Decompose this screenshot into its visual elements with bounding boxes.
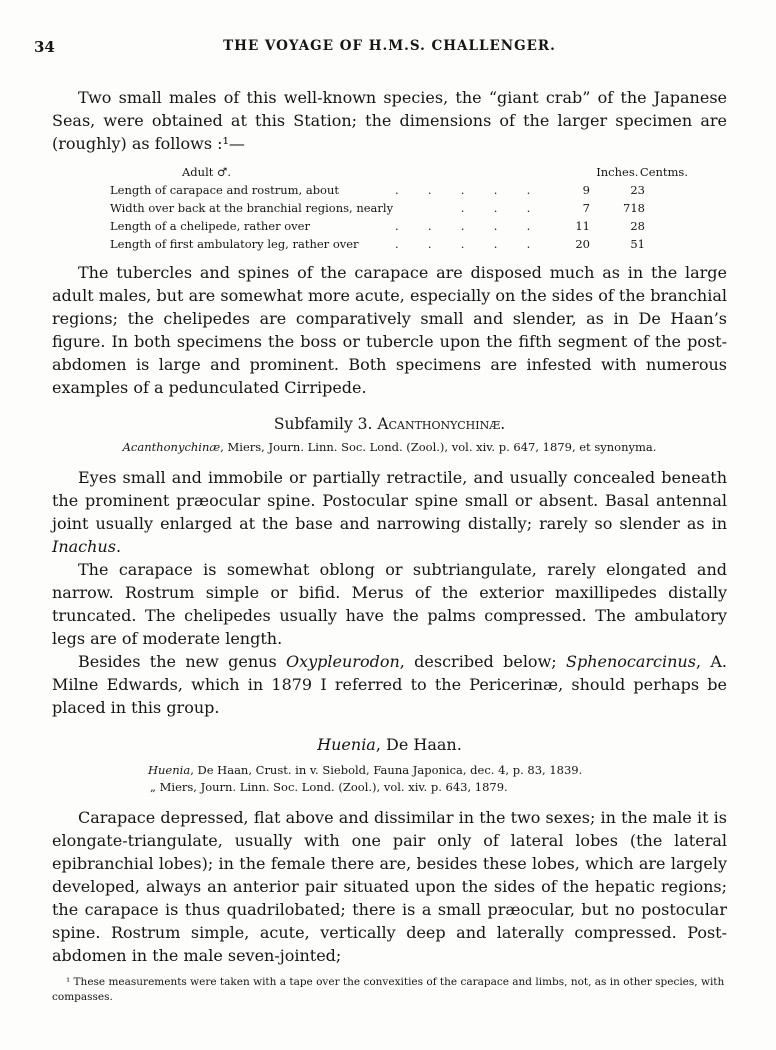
- genus-reference-line: „ Miers, Journ. Linn. Soc. Lond. (Zool.), vol. xiv. p. 643, 1879.: [150, 780, 508, 794]
- subfamily-heading: [52, 415, 727, 433]
- paragraph-besides: [52, 650, 727, 719]
- measurement-row: Length of carapace and rostrum, about . . . . . 9 23: [110, 183, 645, 197]
- measurement-inches: 9: [582, 183, 590, 197]
- column-inches: Inches.: [596, 165, 639, 179]
- page-number: 34: [34, 38, 55, 56]
- genus-ref-taxon: Huenia: [148, 763, 191, 777]
- measurement-label: Length of a chelipede, rather over: [110, 219, 310, 233]
- measurement-row: Length of a chelipede, rather over . . . . . 11 28: [110, 219, 645, 233]
- running-title: THE VOYAGE OF H.M.S. CHALLENGER.: [223, 38, 556, 54]
- subfamily-ref-taxon: Acanthonychinæ: [122, 440, 221, 454]
- measurement-centms: 718: [623, 201, 645, 215]
- genus-heading-name: Huenia: [317, 735, 376, 754]
- measurement-label: Width over back at the branchial regions, nearly: [110, 201, 394, 215]
- measurement-inches: 11: [575, 219, 590, 233]
- paragraph-eyes-end: .: [115, 537, 122, 556]
- besides-a: Besides the new genus: [78, 652, 286, 671]
- running-header: [34, 38, 727, 62]
- subfamily-ref-citation: , Miers, Journ. Linn. Soc. Lond. (Zool.), vol. xiv. p. 647, 1879, et synonyma.: [220, 440, 657, 454]
- genus-reference-line: [148, 762, 727, 779]
- genus-heading: [52, 735, 727, 754]
- genus-sphenocarcinus: Sphenocarcinus: [565, 652, 696, 671]
- intro-paragraph: Two small males of this well-known species, the “giant crab” of the Japanese Seas, were obtained at this Station; the dimensions of the larger specimen are (roughly) as follows :¹—: [52, 88, 727, 153]
- genus-references: [148, 762, 727, 796]
- measurement-centms: 23: [630, 183, 645, 197]
- column-centms: Centms.: [639, 165, 688, 179]
- subfamily-prefix: Subfamily 3.: [273, 415, 373, 433]
- page: [34, 38, 728, 1005]
- paragraph-carapace: The carapace is somewhat oblong or subtriangulate, rarely elongated and narrow. Rostrum simple or bifid. Merus of the exterior maxillipedes distally truncated. The chelipedes usually have the palms compressed. The ambulatory legs are of moderate length.: [52, 560, 727, 648]
- measurement-label: Length of carapace and rostrum, about: [110, 183, 340, 197]
- measurement-inches: 7: [582, 201, 590, 215]
- subfamily-name: Acanthonychinæ.: [377, 415, 506, 433]
- measurement-centms: 28: [630, 219, 645, 233]
- genus-ref-line1: , De Haan, Crust. in v. Siebold, Fauna Japonica, dec. 4, p. 83, 1839.: [190, 763, 583, 777]
- measurement-row: Length of first ambulatory leg, rather over . . . . . 20 51: [110, 237, 645, 251]
- paragraph-eyes: [52, 466, 727, 558]
- measurement-table: [110, 163, 688, 253]
- measurement-row: Width over back at the branchial regions, nearly . . . 7 718: [110, 201, 645, 215]
- measurement-centms: 51: [630, 237, 645, 251]
- besides-b: , described below;: [399, 652, 566, 671]
- footnote: ¹ These measurements were taken with a tape over the convexities of the carapace and limbs, not, as in other species, with compasses.: [52, 976, 725, 1003]
- paragraph-huenia: Carapace depressed, flat above and dissimilar in the two sexes; in the male it is elongate-triangulate, usually with one pair only of lateral lobes (the lateral epibranchial lobes); in the female there are, besides these lobes, which are largely developed, always an anterior pair situated upon the sides of the hepatic regions; the carapace is thus quadrilobated; there is a small præocular, but no postocular spine. Rostrum simple, acute, vertically deep and laterally compressed. Post-abdomen in the male seven-jointed;: [52, 808, 727, 965]
- besides-c: , A. Milne Edwards, which in 1879 I referred to the Pericerinæ, should perhaps be placed in this group.: [52, 652, 728, 717]
- genus-inachus: Inachus: [52, 537, 116, 556]
- genus-heading-author: , De Haan.: [375, 735, 462, 754]
- measurement-label: Length of first ambulatory leg, rather over: [110, 237, 359, 251]
- paragraph-tubercles: The tubercles and spines of the carapace are disposed much as in the large adult males, but are somewhat more acute, especially on the sides of the branchial regions; the chelipedes are comparatively small and slender, as in De Haan’s figure. In both specimens the boss or tubercle upon the fifth segment of the post-abdomen is large and prominent. Both specimens are infested with numerous examples of a pedunculated Cirripede.: [52, 263, 727, 397]
- subfamily-reference: [52, 439, 727, 456]
- measurement-label-header: Adult ♂.: [182, 165, 231, 179]
- measurement-inches: 20: [575, 237, 590, 251]
- genus-oxypleurodon: Oxypleurodon: [285, 652, 400, 671]
- paragraph-eyes-text: Eyes small and immobile or partially retractile, and usually concealed beneath the prominent præocular spine. Postocular spine small or absent. Basal antennal joint usually enlarged at the base and narrowing distally; rarely so slender as in: [52, 468, 727, 533]
- measurement-header-row: [110, 163, 688, 181]
